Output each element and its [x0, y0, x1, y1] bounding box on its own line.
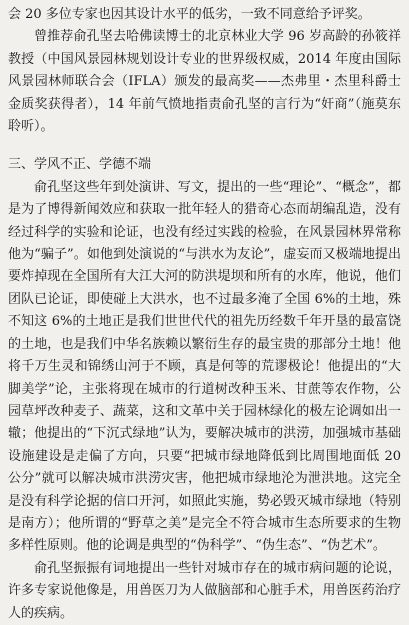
urban-disease-paragraph: 俞孔坚振振有词地提出一些针对城市存在的城市病问题的论说，许多专家说他像是，用兽医刀为人做脑部和心脏手术，用兽医药治疗人的疾病。 — [8, 560, 401, 621]
section-heading-3: 三、学风不正、学德不端 — [8, 157, 152, 173]
intro-tail-paragraph: 会 20 多位专家也因其设计水平的低劣，一致不同意给予评奖。 — [8, 7, 371, 22]
sun-xiaoxiang-paragraph: 曾推荐俞孔坚去哈佛读博士的北京林业大学 96 岁高龄的孙筱祥教授（中国风景园林规划设计专业的世界级权威，2014 年度由国际风景园林师联合会（IFLA）颁发的最高奖——杰弗里・杰里科爵士金质奖获得者），14 年前气愤地指责俞孔坚的言行为“奸商”（施莫东聆听）。 — [8, 29, 401, 135]
pseudo-science-paragraph: 俞孔坚这些年到处演讲、写文，提出的一些“理论”、“概念”，都是为了博得新闻效应和获取一批年轻人的猎奇心态而胡编乱造，没有经过科学的实验和论证，也没有经过实践的检验，在风景园林界常称他为“骗子”。如他到处演说的“与洪水为友论”，虚妄而又极端地提出要炸掉现在全国所有大江大河的防洪堤坝和所有的水库，他说，他们团队已论证，即使碰上大洪水，也不过最多淹了全国 6%的土地，殊不知这 6%的土地正是我们世世代代的祖先历经数千年开垦的最富饶的土地，也是我们中华名族赖以繁衍生存的最宝贵的那部分土地！他将千万生灵和锦绣山河于不顾，真是何等的荒谬极论！他提出的“大脚美学”论，主张将现在城市的行道树改种玉米、甘蔗等农作物，公园草坪改种麦子、蔬菜，这和文革中关于园林绿化的极左论调如出一辙；他提出的“下沉式绿地”认为，要解决城市的洪涝，加强城市基础设施建设是走偏了方向，只要“把城市绿地降低到比周围地面低 20 公分”就可以解决城市洪涝灾害，他把城市绿地沦为泄洪地。这完全是没有科学论据的信口开河，如照此实施，势必毁灭城市绿地（特别是南方）；他所谓的“野草之美”是完全不符合城市生态所要求的生物多样性原则。他的论调是典型的“伪科学”、“伪生态”、“伪艺术”。 — [8, 179, 401, 554]
